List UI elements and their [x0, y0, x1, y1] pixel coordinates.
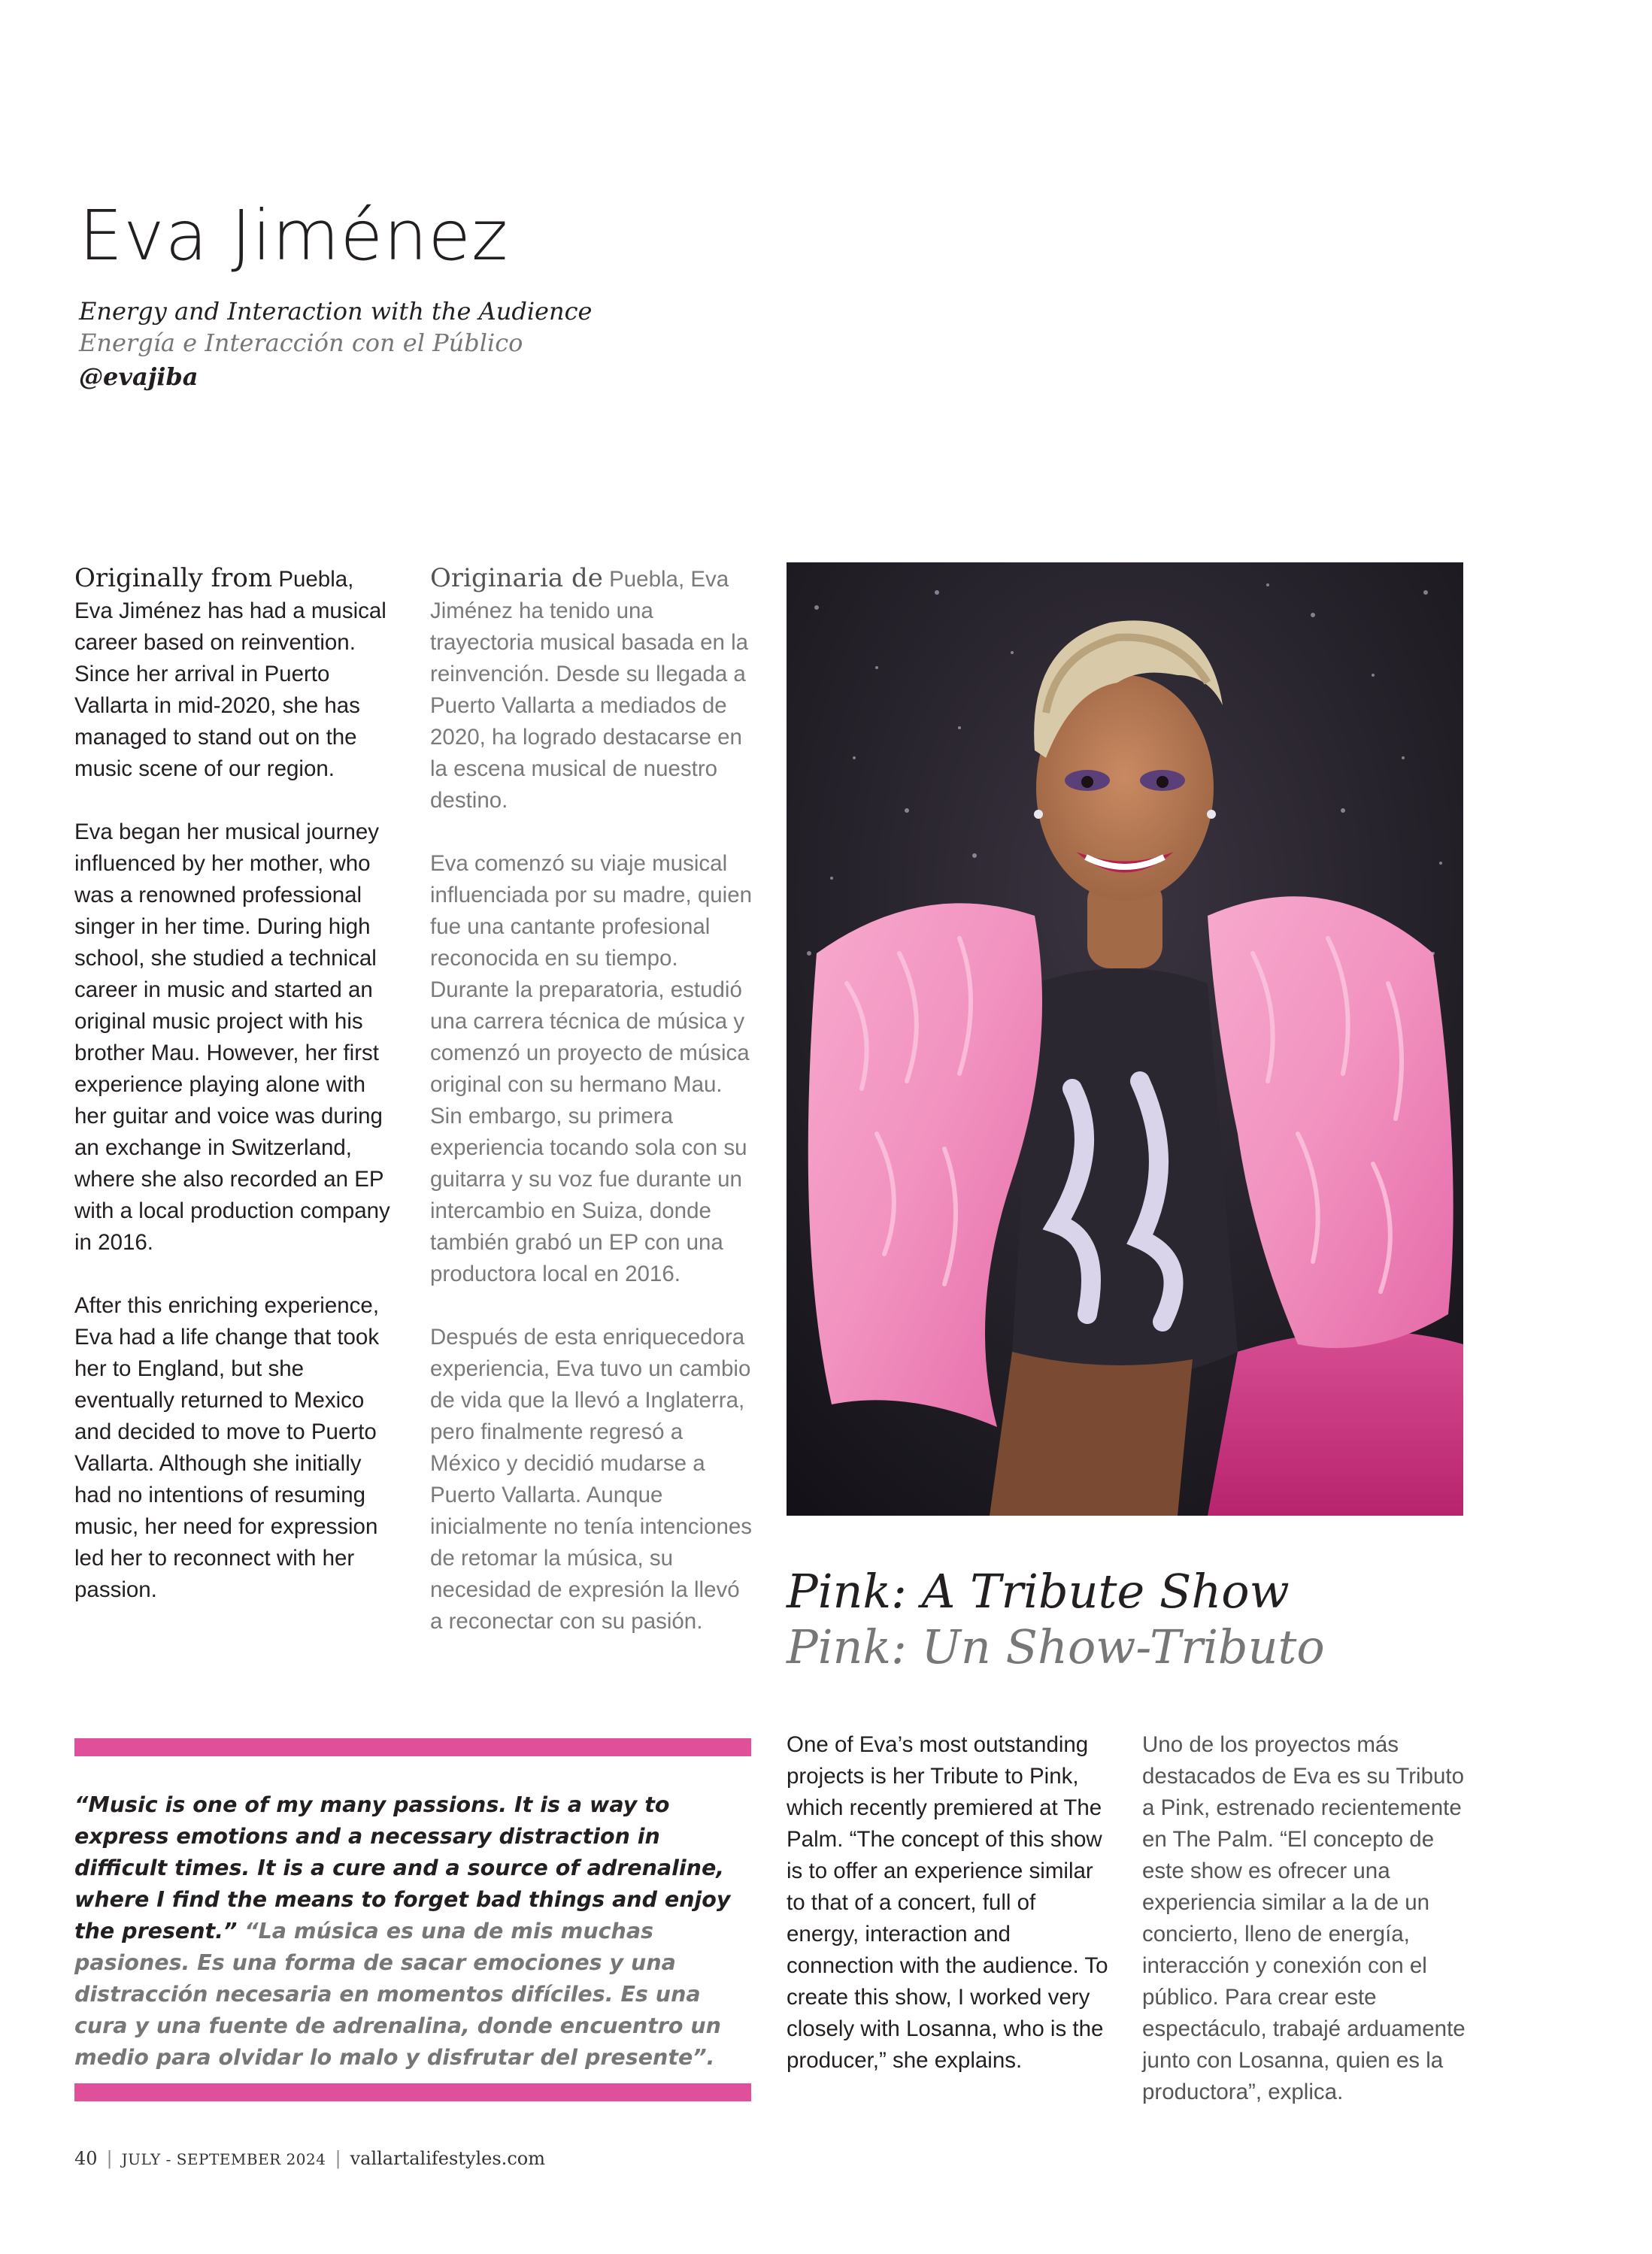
- quote-spanish: “La música es una de mis muchas pasiones. Es una forma de sacar emociones y una distracción necesaria en momentos difíciles. Es una cura y una fuente de adrenalina, donde encuentro un medio para olvidar lo malo y disfrutar del presente”.: [74, 1919, 721, 2070]
- issue-date: JULY - SEPTEMBER 2024: [121, 2150, 326, 2168]
- page-number: 40: [74, 2148, 98, 2169]
- quote-divider-bottom: [74, 2083, 751, 2101]
- article-title: Eva Jiménez: [79, 195, 509, 276]
- website-link[interactable]: vallartalifestyles.com: [350, 2148, 545, 2169]
- paragraph: [74, 562, 398, 785]
- page-footer: [74, 2148, 545, 2169]
- paragraph: Eva comenzó su viaje musical influenciada por su madre, quien fue una cantante profesional reconocida en su tiempo. Durante la preparatoria, estudió una carrera técnica de música y comenzó un proyecto de música original con su hermano Mau. Sin embargo, su primera experiencia tocando sola con su guitarra y su voz fue durante un intercambio en Suiza, donde también grabó un EP con una productora local en 2016.: [430, 851, 753, 1286]
- section-heading-english: Pink: A Tribute Show: [787, 1564, 1290, 1619]
- paragraph: Después de esta enriquecedora experiencia, Eva tuvo un cambio de vida que la llevó a Inglaterra, pero finalmente regresó a México y decidió mudarse a Puerto Vallarta. Aunque inicialmente no tenía intenciones de retomar la música, su necesidad de expresión la llevó a reconectar con su pasión.: [430, 1325, 753, 1634]
- instagram-handle[interactable]: @evajiba: [79, 362, 199, 391]
- section-heading-spanish: Pink: Un Show-Tributo: [787, 1619, 1325, 1674]
- paragraph: Eva began her musical journey influenced by her mother, who was a renowned professional singer in her time. During high school, she studied a technical career in music and started an original music project with his brother Mau. However, her first experience playing alone with her guitar and voice was during an exchange in Switzerland, where she also recorded an EP with a local production company in 2016.: [74, 819, 390, 1255]
- lead-in: Originaria de: [430, 563, 603, 593]
- paragraph: [430, 562, 753, 816]
- footer-separator: |: [335, 2148, 341, 2169]
- subtitle-english: Energy and Interaction with the Audience: [79, 297, 593, 326]
- body-column-english: [74, 562, 398, 1637]
- tribute-paragraph-spanish: Uno de los proyectos más destacados de Eva es su Tributo a Pink, estrenado recientemente en The Palm. “El concepto de este show es ofrecer una experiencia similar a la de un concierto, lleno de energía, interacción y conexión con el público. Para crear este espectáculo, trabajé arduamente junto con Losanna, quien es la productora”, explica.: [1142, 1732, 1466, 2104]
- tribute-paragraph-english: One of Eva’s most outstanding projects is her Tribute to Pink, which recently premiered at The Palm. “The concept of this show is to offer an experience similar to that of a concert, full of energy, interaction and connection with the audience. To create this show, I worked very closely with Losanna, who is the producer,” she explains.: [787, 1732, 1108, 2073]
- quote-divider-top: [74, 1738, 751, 1756]
- footer-separator: |: [106, 2148, 113, 2169]
- portrait-photo: [787, 562, 1463, 1516]
- paragraph-text: Puebla, Eva Jiménez has had a musical career based on reinvention. Since her arrival in Puerto Vallarta in mid-2020, she has managed to stand out on the music scene of our region.: [74, 567, 386, 781]
- body-column-spanish: [430, 562, 753, 1669]
- subtitle-spanish: Energía e Interacción con el Público: [79, 329, 523, 357]
- portrait-illustration: [787, 562, 1463, 1516]
- lead-in: Originally from: [74, 563, 273, 593]
- paragraph: After this enriching experience, Eva had a life change that took her to England, but she eventually returned to Mexico and decided to move to Puerto Vallarta. Although she initially had no intentions of resuming music, her need for expression led her to reconnect with her passion.: [74, 1293, 380, 1602]
- quote-english: “Music is one of my many passions. It is a way to express emotions and a necessary distraction in difficult times. It is a cure and a source of adrenaline, where I find the means to forget bad things and enjoy the present.”: [74, 1792, 731, 1943]
- pull-quote: [74, 1789, 751, 2074]
- paragraph-text: Puebla, Eva Jiménez ha tenido una trayectoria musical basada en la reinvención. Desde su llegada a Puerto Vallarta a mediados de 2020, ha logrado destacarse en la escena musical de nuestro destino.: [430, 567, 749, 813]
